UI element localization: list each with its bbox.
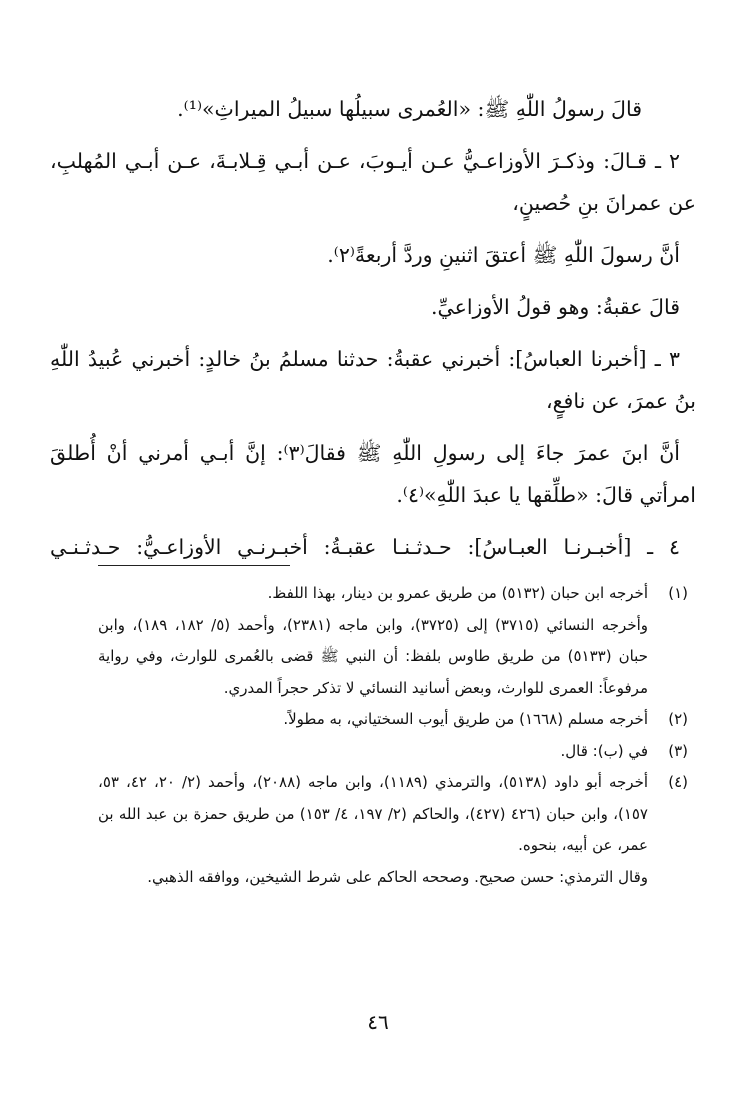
hadith-2-comment: قالَ عقبةُ: وهو قولُ الأوزاعيِّ. xyxy=(431,295,680,319)
footnote-text: أخرجه أبو داود (٥١٣٨)، والترمذي (١١٨٩)، وابن ماجه (٢٠٨٨)، وأحمد (٢/ ٢٠، ٤٢، ٥٣، ١٥٧)، وابن حبان (٤٢٦ (٤٢٧)، والحاكم (٢/ ١٩٧، ٤/ ١٥٣) من طريق حمزة بن عبد الله بن عمر، عن أبيه، بنحوه. xyxy=(98,773,649,854)
footnote-number: (١) xyxy=(668,584,688,602)
footnote-2 xyxy=(98,704,688,736)
hadith-3-matn: أنَّ ابنَ عمرَ جاءَ إلى رسولِ اللّٰهِ ﷺ فقالَ⁽٣⁾: إنَّ أبـي أمرني أنْ أُطلقَ امرأتي قالَ: «طلِّقها يا عبدَ اللّٰهِ»⁽٤⁾. xyxy=(50,441,696,507)
footnote-text: أخرجه ابن حبان (٥١٣٢) من طريق عمرو بن دينار، بهذا اللفظ. xyxy=(267,584,648,602)
hadith-2-matn: أنَّ رسولَ اللّٰهِ ﷺ أعتقَ اثنينِ وردَّ أربعةً⁽٢⁾. xyxy=(327,243,680,267)
footnote-text: وأخرجه النسائي (٣٧١٥) إلى (٣٧٢٥)، وابن ماجه (٢٣٨١)، وأحمد (٥/ ١٨٢، ١٨٩)، وابن حبان (٥١٣٣) من طريق طاوس بلفظ: أن النبي ﷺ قضى بالعُمرى للوارث، وفي رواية مرفوعاً: العمرى للوارث، وبعض أسانيد النسائي لا تذكر حجراً المدري. xyxy=(98,615,649,697)
footnote-number: (٤) xyxy=(668,773,688,791)
page-number: ٤٦ xyxy=(367,1010,389,1034)
footnotes xyxy=(98,578,688,893)
hadith-3-isnad: ٣ ـ [أخبرنا العباسُ]: أخبرني عقبةُ: حدثنا مسلمُ بنُ خالدٍ: أخبرني عُبيدُ اللّٰهِ بنُ عمرَ، عن نافعٍ، xyxy=(50,347,696,413)
footnote-3 xyxy=(98,736,688,768)
footnote-1 xyxy=(98,578,688,704)
footnote-text: وقال الترمذي: حسن صحيح. وصححه الحاكم على شرط الشيخين، ووافقه الذهبي. xyxy=(147,867,648,886)
hadith-2-isnad: ٢ ـ قـالَ: وذكـرَ الأوزاعـيُّ عـن أيـوبَ، عـن أبـي قِـلابـةَ، عـن أبـي المُهلبِ، عن عمرانَ بنِ حُصينٍ، xyxy=(50,149,696,215)
footnote-text: أخرجه مسلم (١٦٦٨) من طريق أيوب السختياني، به مطولاً. xyxy=(283,710,648,728)
footnote-4 xyxy=(98,767,688,893)
hadith-1-text: قالَ رسولُ اللّٰهِ ﷺ: «العُمرى سبيلُها سبيلُ الميراثِ»⁽¹⁾. xyxy=(177,97,642,121)
footnote-number: (٢) xyxy=(668,710,688,728)
footnote-number: (٣) xyxy=(668,741,688,760)
footnote-text: في (ب): قال. xyxy=(560,741,648,760)
hadith-4-isnad: ٤ ـ [أخبـرنـا العبـاسُ]: حـدثـنـا عقبـةُ: أخبـرنـي الأوزاعـيُّ: حـدثـنـي xyxy=(50,535,680,559)
main-text xyxy=(50,88,696,578)
footnote-separator xyxy=(98,565,290,566)
